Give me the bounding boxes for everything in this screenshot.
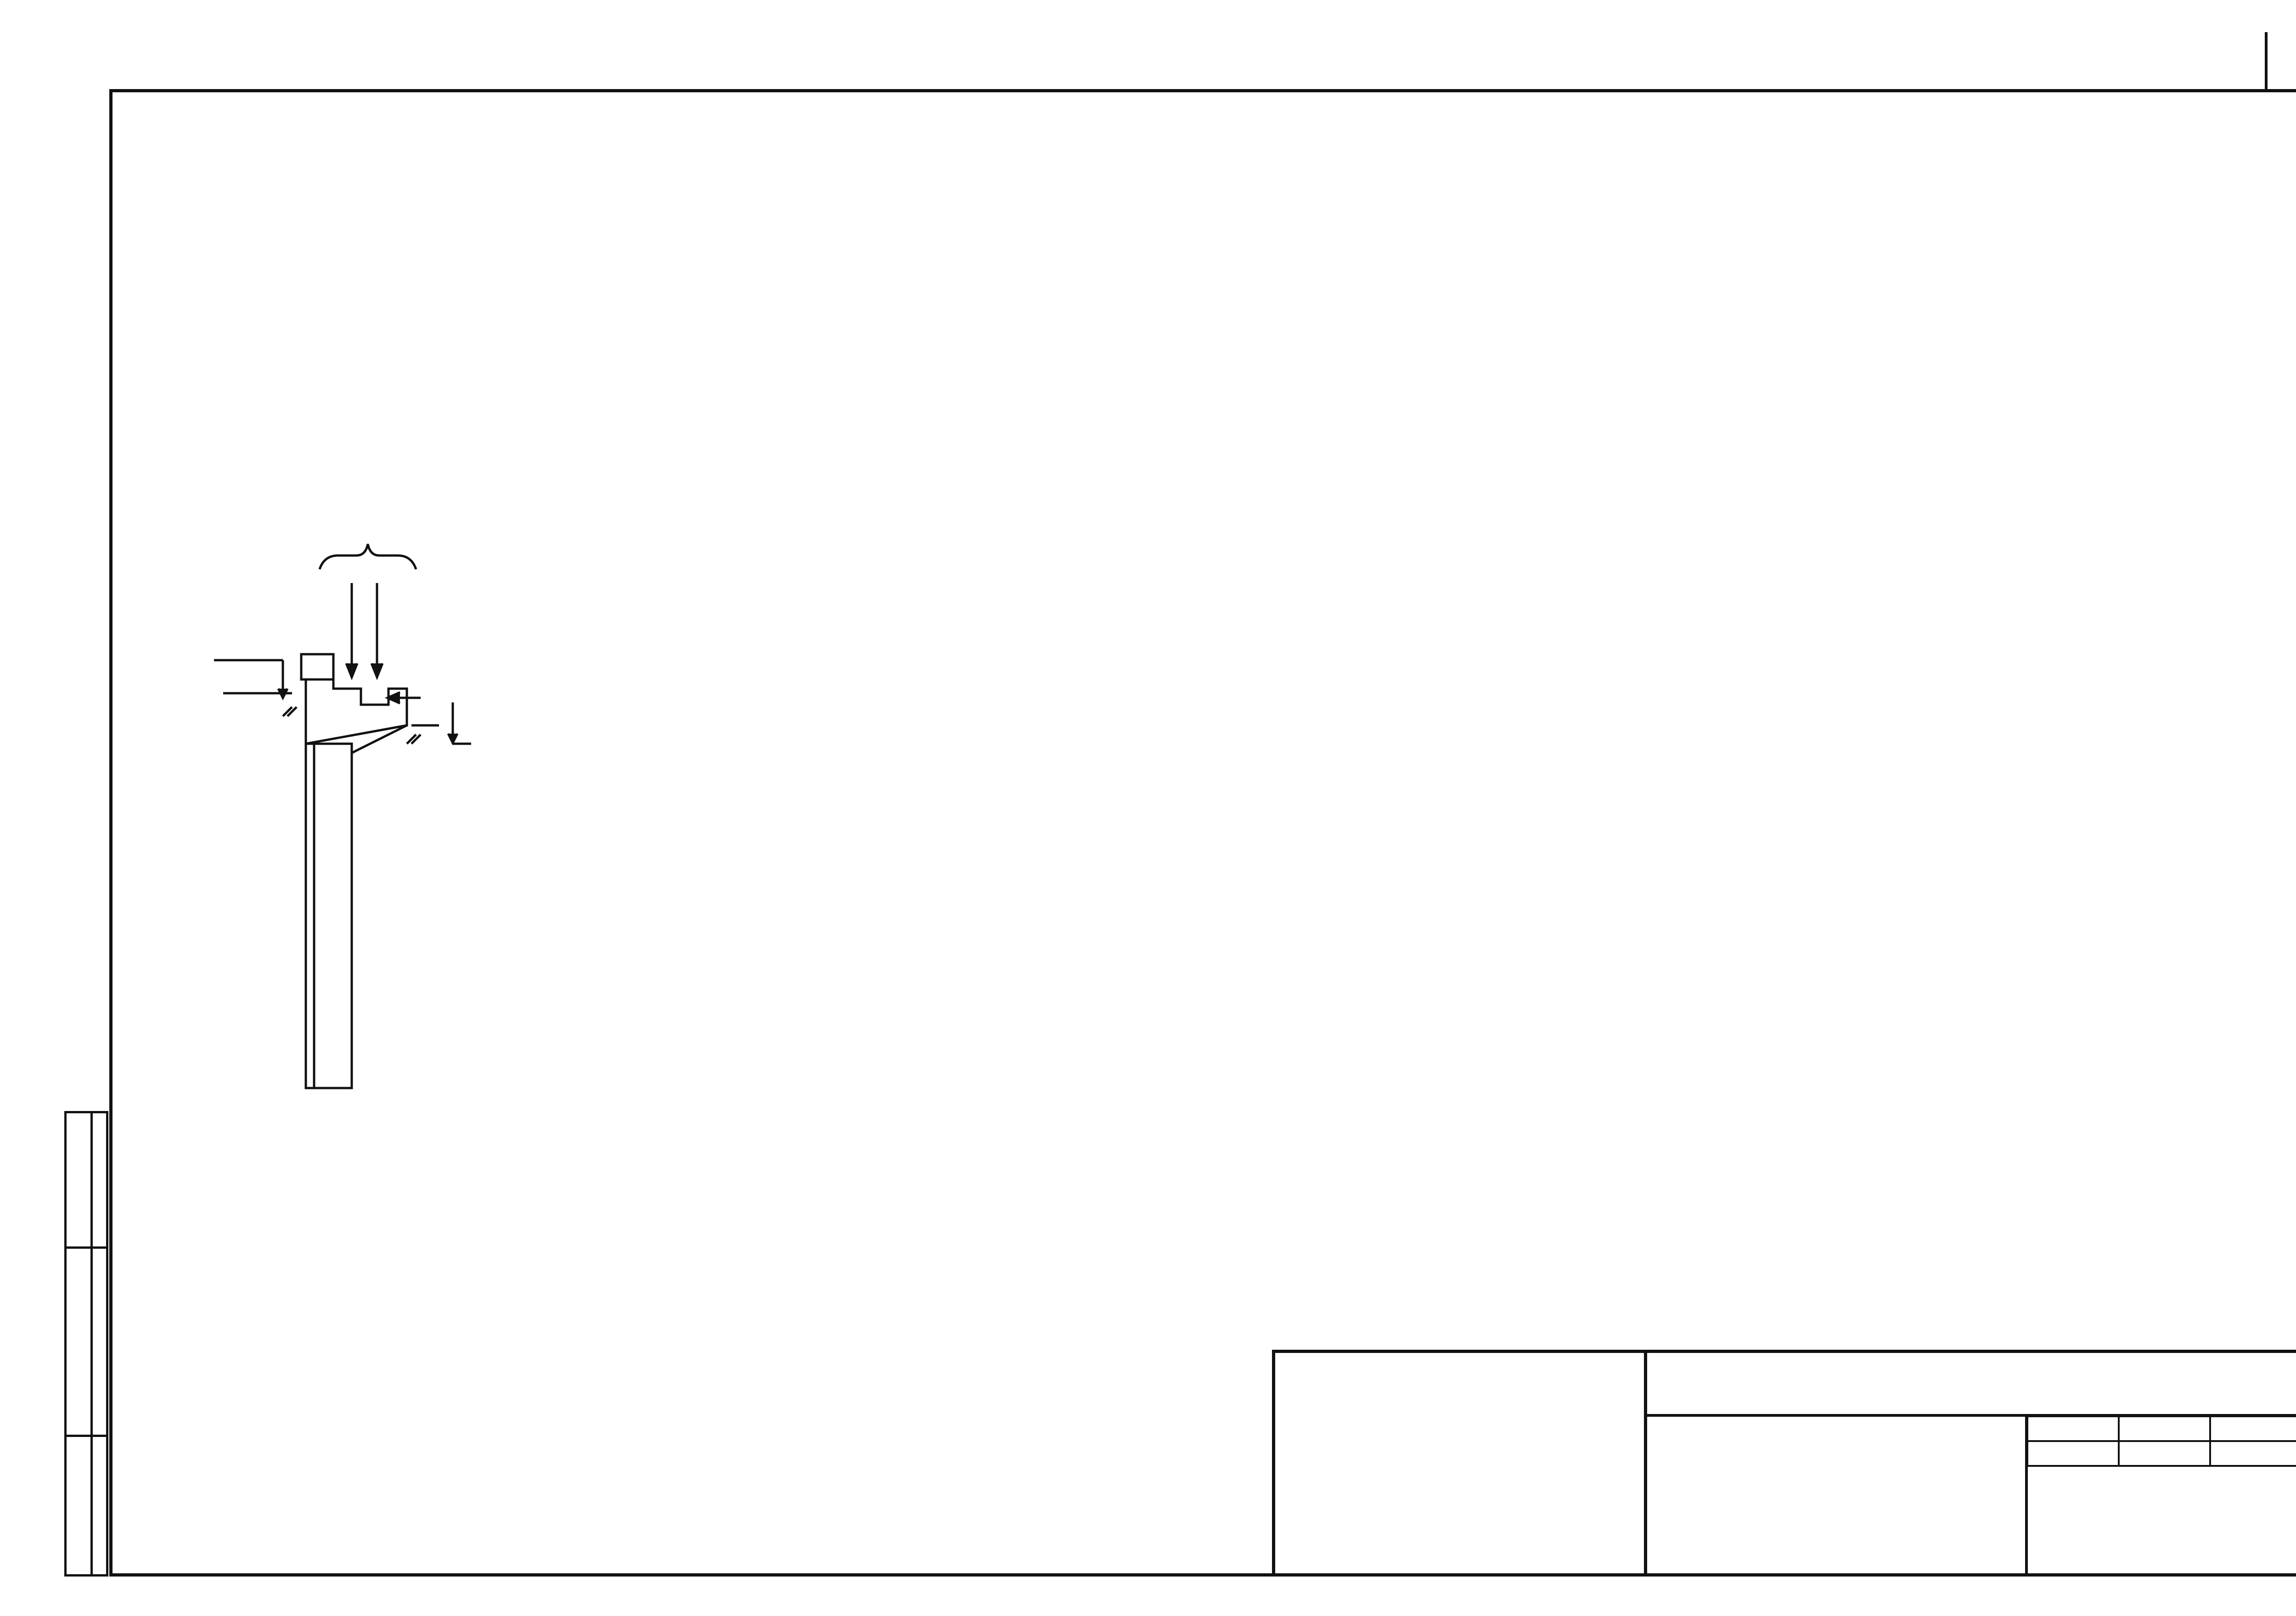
sidebar-inventory-no <box>69 1444 90 1572</box>
stage-label <box>2027 1416 2119 1441</box>
sidebar-replace-inv <box>69 1122 90 1242</box>
sheet-label <box>2119 1416 2210 1441</box>
stage-table <box>2026 1415 2296 1467</box>
pile-scheme-drawing <box>214 487 543 1120</box>
cap-slope <box>306 725 407 767</box>
title-divider <box>1644 1352 1647 1577</box>
load-brace <box>320 544 416 569</box>
inventory-sidebar <box>64 1111 108 1577</box>
sheets-value <box>2210 1441 2296 1466</box>
column-block <box>301 654 333 679</box>
stage-value <box>2027 1441 2119 1466</box>
corner-tick <box>2265 32 2268 92</box>
sheets-label <box>2210 1416 2296 1441</box>
pile-shaft <box>306 744 352 1088</box>
sheet-value <box>2119 1441 2210 1466</box>
sidebar-signature-date <box>69 1256 90 1430</box>
